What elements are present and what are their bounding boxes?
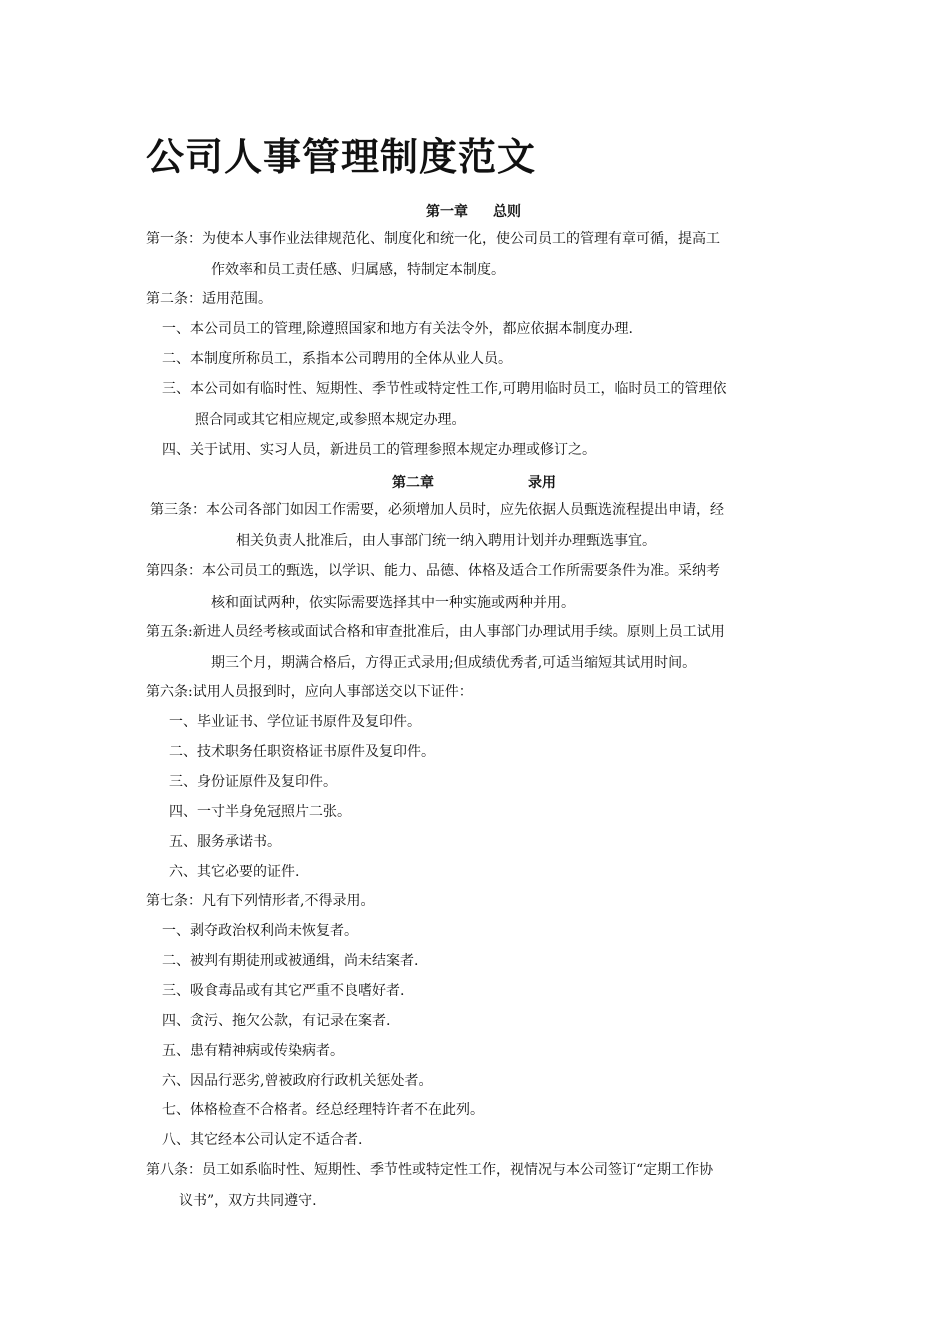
article-6-item-5: 五、服务承诺书。	[169, 834, 281, 850]
article-7-item-4: 四、贪污、拖欠公款，有记录在案者.	[162, 1013, 391, 1029]
article-4-line-1: 第四条：本公司员工的甄选，以学识、能力、品德、体格及适合工作所需要条件为准。采纳考	[146, 563, 720, 579]
article-2-item-3-line-2: 照合同或其它相应规定,或参照本规定办理。	[195, 412, 466, 428]
article-6-item-4: 四、一寸半身免冠照片二张。	[169, 804, 351, 820]
article-6-item-3: 三、身份证原件及复印件。	[169, 774, 337, 790]
article-2-item-2: 二、本制度所称员工，系指本公司聘用的全体从业人员。	[162, 351, 512, 367]
article-7-item-7: 七、体格检查不合格者。经总经理特许者不在此列。	[162, 1102, 484, 1118]
article-2-item-1: 一、本公司员工的管理,除遵照国家和地方有关法令外，都应依据本制度办理.	[162, 321, 633, 337]
article-6-heading: 第六条:试用人员报到时，应向人事部送交以下证件：	[146, 684, 473, 700]
article-6-item-2: 二、技术职务任职资格证书原件及复印件。	[169, 744, 435, 760]
chapter-2-number: 第二章	[392, 475, 434, 491]
article-7-item-8: 八、其它经本公司认定不适合者.	[162, 1132, 363, 1148]
article-8-line-1: 第八条：员工如系临时性、短期性、季节性或特定性工作，视情况与本公司签订“定期工作协	[146, 1162, 714, 1178]
article-7-item-1: 一、剥夺政治权利尚未恢复者。	[162, 923, 358, 939]
article-7-item-6: 六、因品行恶劣,曾被政府行政机关惩处者。	[162, 1073, 433, 1089]
article-7-item-2: 二、被判有期徒刑或被通缉，尚未结案者.	[162, 953, 419, 969]
article-6-item-6: 六、其它必要的证件.	[169, 864, 300, 880]
article-7-item-3: 三、吸食毒品或有其它严重不良嗜好者.	[162, 983, 405, 999]
article-3-line-2: 相关负责人批准后，由人事部门统一纳入聘用计划并办理甄选事宜。	[236, 533, 656, 549]
chapter-1-name: 总则	[493, 204, 521, 220]
article-6-item-1: 一、毕业证书、学位证书原件及复印件。	[169, 714, 421, 730]
article-5-line-2: 期三个月，期满合格后，方得正式录用;但成绩优秀者,可适当缩短其试用时间。	[211, 655, 697, 671]
article-1-line-1: 第一条：为使本人事作业法律规范化、制度化和统一化，使公司员工的管理有章可循，提高工	[146, 231, 720, 247]
article-8-line-2: 议书”，双方共同遵守.	[179, 1193, 317, 1209]
document-title: 公司人事管理制度范文	[146, 134, 537, 179]
article-7-heading: 第七条：凡有下列情形者,不得录用。	[146, 893, 375, 909]
article-1-line-2: 作效率和员工责任感、归属感，特制定本制度。	[211, 262, 505, 278]
article-2-item-4: 四、关于试用、实习人员，新进员工的管理参照本规定办理或修订之。	[162, 442, 596, 458]
chapter-1-number: 第一章	[426, 204, 468, 220]
chapter-2-name: 录用	[528, 475, 556, 491]
article-5-line-1: 第五条:新进人员经考核或面试合格和审查批准后，由人事部门办理试用手续。原则上员工试用	[146, 624, 725, 640]
article-7-item-5: 五、患有精神病或传染病者。	[162, 1043, 344, 1059]
article-3-line-1: 第三条：本公司各部门如因工作需要，必须增加人员时，应先依据人员甄选流程提出申请，经	[150, 502, 724, 518]
article-2-item-3-line-1: 三、本公司如有临时性、短期性、季节性或特定性工作,可聘用临时员工，临时员工的管理依	[162, 381, 727, 397]
article-2-heading: 第二条：适用范围。	[146, 291, 272, 307]
article-4-line-2: 核和面试两种，依实际需要选择其中一种实施或两种并用。	[211, 595, 575, 611]
